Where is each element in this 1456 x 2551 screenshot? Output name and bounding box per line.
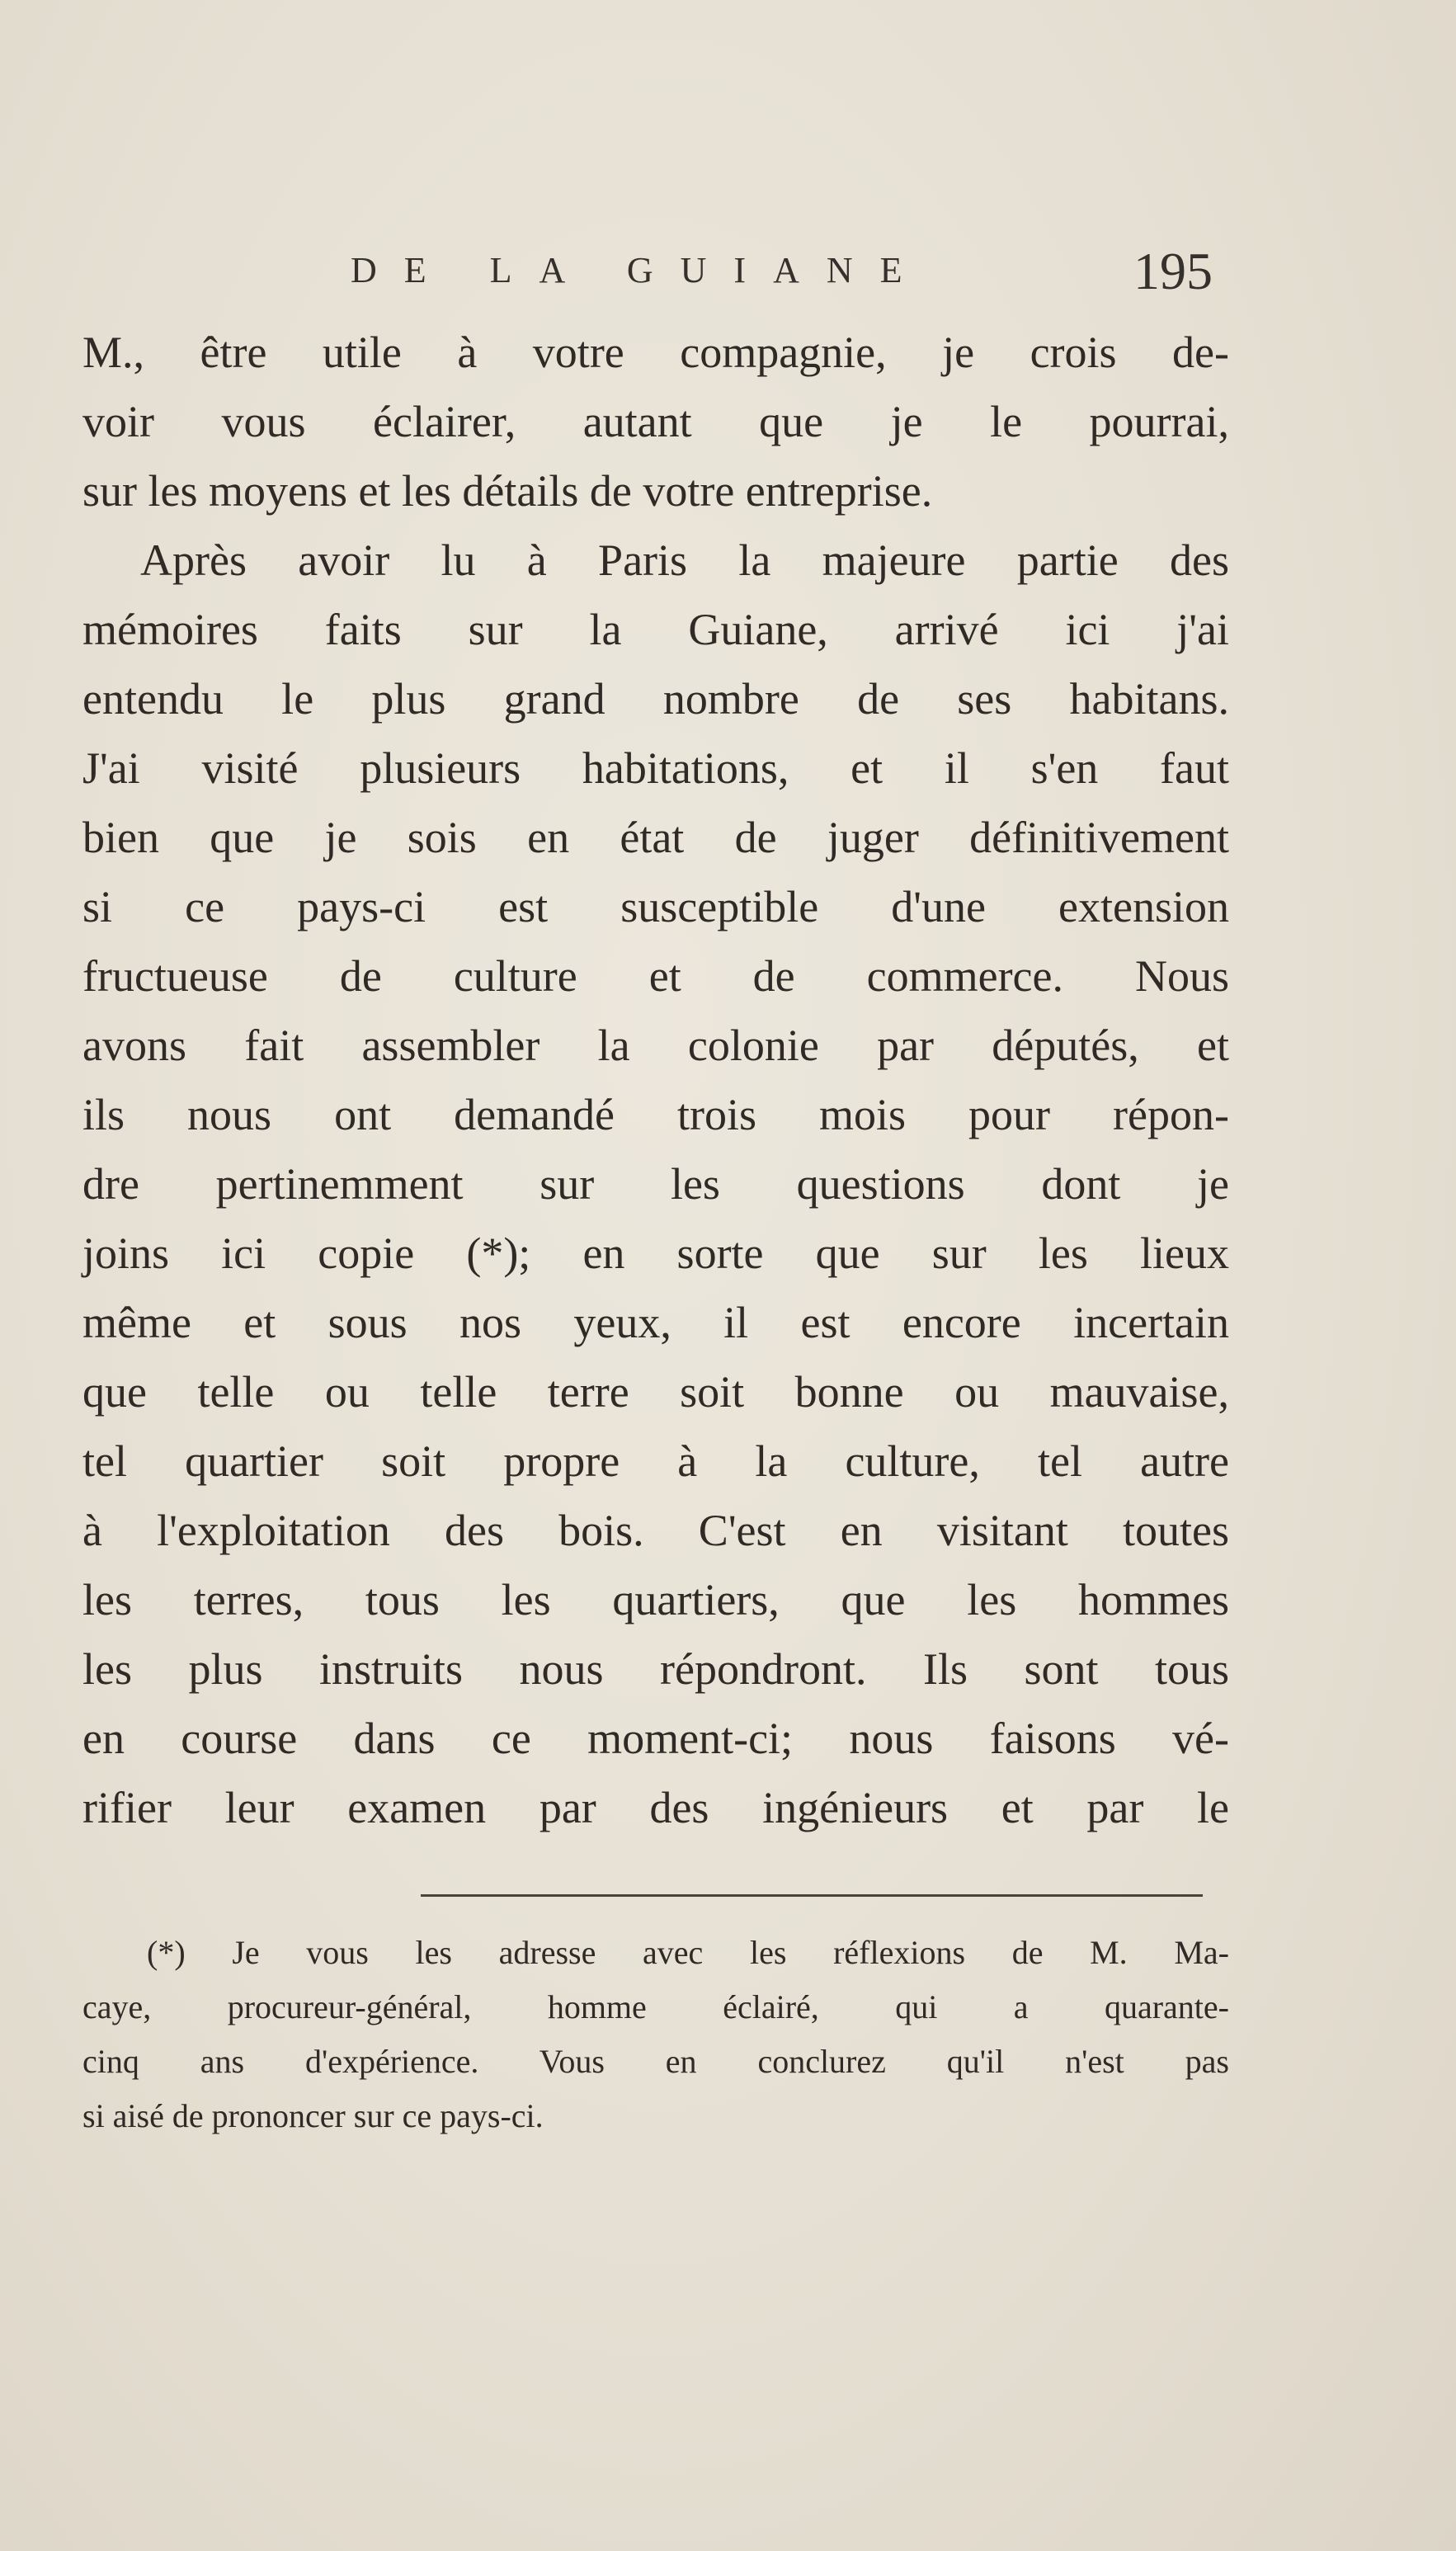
text-line: tel quartier soit propre à la culture, tel autre — [82, 1436, 1229, 1486]
text-line: rifier leur examen par des ingénieurs et par le — [82, 1783, 1229, 1832]
text-line: joins ici copie (*); en sorte que sur les lieux — [82, 1228, 1229, 1278]
text-line: voir vous éclairer, autant que je le pourrai, — [82, 397, 1229, 446]
text-line: même et sous nos yeux, il est encore incertain — [82, 1298, 1229, 1347]
page-number: 195 — [1133, 242, 1213, 300]
text-line: que telle ou telle terre soit bonne ou mauvaise, — [82, 1367, 1229, 1417]
footnote — [82, 1926, 1229, 2143]
text-line: J'ai visité plusieurs habitations, et il s'en faut — [82, 743, 1229, 793]
text-line: à l'exploitation des bois. C'est en visitant toutes — [82, 1506, 1229, 1555]
text-line: avons fait assembler la colonie par députés, et — [82, 1021, 1229, 1070]
body-text — [82, 318, 1229, 1842]
footnote-line: si aisé de prononcer sur ce pays-ci. — [82, 2097, 544, 2134]
text-line: mémoires faits sur la Guiane, arrivé ici j'ai — [82, 605, 1229, 654]
text-line: ils nous ont demandé trois mois pour répon- — [82, 1090, 1229, 1139]
text-line: sur les moyens et les détails de votre entreprise. — [82, 466, 933, 516]
text-line: bien que je sois en état de juger définitivement — [82, 813, 1229, 862]
footnote-line: (*) Je vous les adresse avec les réflexions de M. Ma- — [147, 1934, 1229, 1971]
footnote-line: cinq ans d'expérience. Vous en conclurez qu'il n'est pas — [82, 2043, 1229, 2080]
footnote-divider — [421, 1894, 1203, 1897]
text-line: les terres, tous les quartiers, que les hommes — [82, 1575, 1229, 1624]
text-line: fructueuse de culture et de commerce. Nous — [82, 951, 1229, 1001]
text-line: en course dans ce moment-ci; nous faisons vé- — [82, 1714, 1229, 1763]
page-header — [351, 241, 1213, 315]
text-line: Après avoir lu à Paris la majeure partie des — [140, 535, 1229, 585]
text-line: entendu le plus grand nombre de ses habitans. — [82, 674, 1229, 724]
text-line: M., être utile à votre compagnie, je crois de- — [82, 328, 1229, 377]
text-line: les plus instruits nous répondront. Ils sont tous — [82, 1644, 1229, 1694]
text-line: dre pertinemment sur les questions dont je — [82, 1159, 1229, 1209]
text-line: si ce pays-ci est susceptible d'une extension — [82, 882, 1229, 931]
footnote-line: caye, procureur-général, homme éclairé, qui a quarante- — [82, 1988, 1229, 2025]
running-title: DE LA GUIANE — [351, 250, 930, 290]
